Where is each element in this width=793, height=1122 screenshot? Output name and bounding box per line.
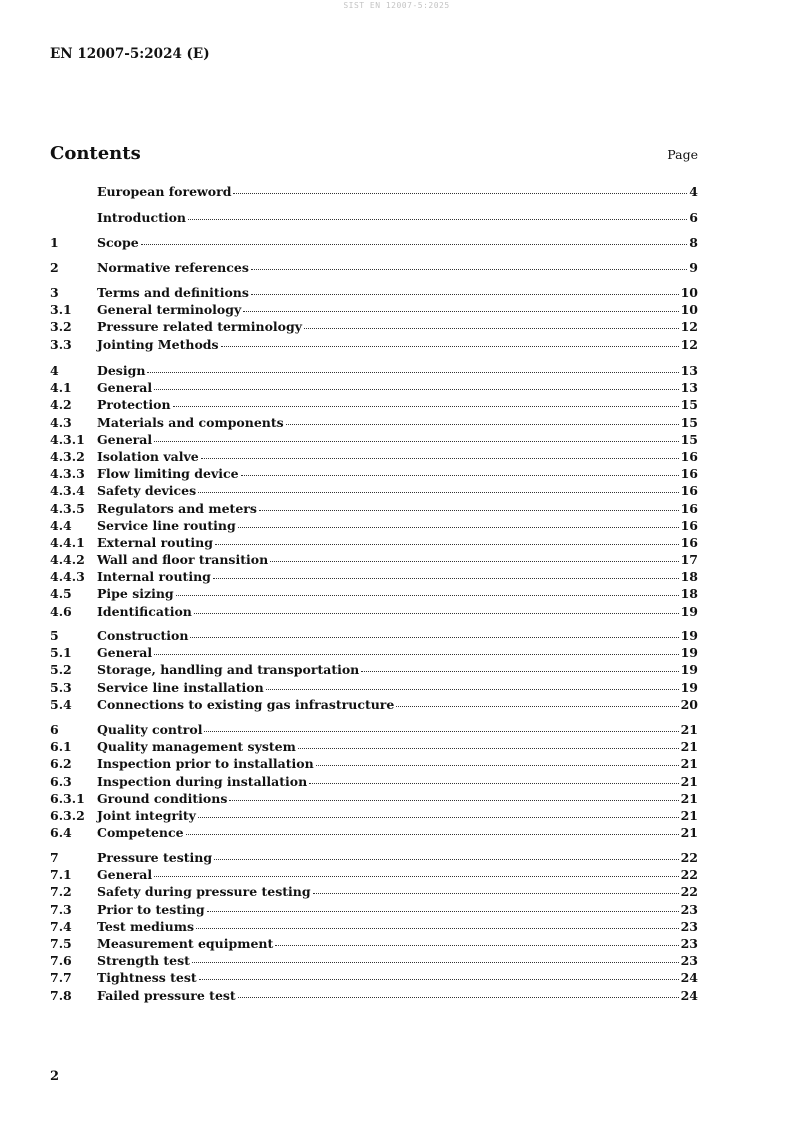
toc-entry-title: Safety devices <box>97 483 197 499</box>
toc-entry-number: 3.3 <box>50 336 72 352</box>
toc-entry-number: 6.3.2 <box>50 807 85 823</box>
page-number: 2 <box>50 1069 60 1084</box>
toc-entry-number: 4.3.3 <box>50 466 85 482</box>
toc-entry[interactable] <box>50 645 698 662</box>
toc-section-group <box>50 363 698 621</box>
toc-entry[interactable] <box>50 970 698 987</box>
toc-entry-number: 5.1 <box>50 645 72 661</box>
toc-entry-page: 19 <box>680 628 698 643</box>
toc-entry-title: Wall and floor transition <box>97 552 269 568</box>
toc-dot-leader <box>173 405 679 407</box>
toc-entry-page: 19 <box>680 679 698 695</box>
toc-entry-page: 21 <box>680 790 698 806</box>
toc-entry[interactable] <box>50 260 698 277</box>
toc-heading <box>50 143 698 164</box>
toc-entry[interactable] <box>50 791 698 808</box>
toc-entry-number: 4.2 <box>50 397 72 413</box>
toc-dot-leader <box>194 612 679 614</box>
toc-entry-number: 6.1 <box>50 739 72 755</box>
toc-entry[interactable] <box>50 285 698 302</box>
toc-entry-title: General <box>97 645 153 661</box>
toc-entry-title: Service line installation <box>97 679 264 695</box>
toc-dot-leader <box>215 543 679 545</box>
toc-entry[interactable] <box>50 569 698 586</box>
toc-dot-leader <box>396 705 678 707</box>
toc-dot-leader <box>313 892 679 894</box>
toc-dot-leader <box>298 747 679 749</box>
toc-entry[interactable] <box>50 184 698 201</box>
toc-entry-number: 2 <box>50 260 59 275</box>
toc-entry-page: 23 <box>680 901 698 917</box>
toc-entry-page: 12 <box>680 336 698 352</box>
toc-entry-page: 19 <box>680 603 698 619</box>
toc-entry-page: 15 <box>680 431 698 447</box>
toc-entry[interactable] <box>50 535 698 552</box>
toc-entry[interactable] <box>50 739 698 756</box>
toc-dot-leader <box>192 961 679 963</box>
toc-section-group <box>50 850 698 1005</box>
toc-entry-number: 7 <box>50 850 59 865</box>
toc-entry-title: Storage, handling and transportation <box>97 662 360 678</box>
toc-entry-title: General <box>97 431 153 447</box>
toc-entry-number: 6.4 <box>50 825 72 841</box>
toc-dot-leader <box>259 509 679 511</box>
toc-dot-leader <box>251 268 687 270</box>
toc-section-group <box>50 722 698 842</box>
toc-entry-page: 21 <box>680 807 698 823</box>
toc-entry-number: 7.5 <box>50 935 72 951</box>
toc-entry-page: 21 <box>680 773 698 789</box>
toc-entry[interactable] <box>50 902 698 919</box>
toc-entry-page: 22 <box>680 884 698 900</box>
toc-page-label: Page <box>667 147 698 162</box>
toc-dot-leader <box>207 910 679 912</box>
toc-entry-page: 18 <box>680 586 698 602</box>
toc-entry-title: Tightness test <box>97 970 197 986</box>
toc-entry-title: Measurement equipment <box>97 935 274 951</box>
toc-entry-number: 5.3 <box>50 679 72 695</box>
toc-entry[interactable] <box>50 586 698 603</box>
toc-entry-page: 4 <box>689 184 698 199</box>
toc-dot-leader <box>198 816 679 818</box>
toc-entry-page: 21 <box>680 825 698 841</box>
toc-dot-leader <box>154 440 678 442</box>
toc-entry-title: Regulators and meters <box>97 500 257 516</box>
toc-entry-number: 6.2 <box>50 756 72 772</box>
toc-section-group <box>50 210 698 227</box>
toc-entry[interactable] <box>50 936 698 953</box>
toc-entry-title: Protection <box>97 397 171 413</box>
toc-entry[interactable] <box>50 552 698 569</box>
toc-section-group <box>50 260 698 277</box>
toc-entry-number: 4.3.4 <box>50 483 85 499</box>
toc-entry[interactable] <box>50 604 698 621</box>
toc-section-group <box>50 628 698 714</box>
toc-entry-page: 21 <box>680 722 698 737</box>
toc-entry[interactable] <box>50 449 698 466</box>
toc-entry-page: 22 <box>680 850 698 865</box>
toc-dot-leader <box>190 636 678 638</box>
toc-entry[interactable] <box>50 953 698 970</box>
toc-entry[interactable] <box>50 518 698 535</box>
toc-entry[interactable] <box>50 867 698 884</box>
toc-dot-leader <box>266 688 679 690</box>
toc-entry-page: 13 <box>680 380 698 396</box>
toc-entry-page: 23 <box>680 935 698 951</box>
toc-entry-number: 3.2 <box>50 319 72 335</box>
toc-entry-title: Design <box>97 363 146 378</box>
toc-dot-leader <box>199 978 679 980</box>
toc-entry[interactable] <box>50 697 698 714</box>
toc-entry[interactable] <box>50 466 698 483</box>
toc-entry-page: 24 <box>680 987 698 1003</box>
toc-entry-page: 16 <box>680 500 698 516</box>
toc-dot-leader <box>198 491 678 493</box>
toc-entry-title: Strength test <box>97 953 190 969</box>
toc-entry-title: Pipe sizing <box>97 586 174 602</box>
toc-entry[interactable] <box>50 501 698 518</box>
toc-entry[interactable] <box>50 432 698 449</box>
toc-entry-number: 7.1 <box>50 867 72 883</box>
toc-entry[interactable] <box>50 722 698 739</box>
toc-entry-page: 16 <box>680 534 698 550</box>
toc-entry-title: Pressure related terminology <box>97 319 302 335</box>
toc-entry-number: 7.3 <box>50 901 72 917</box>
toc-entry-title: Inspection prior to installation <box>97 756 314 772</box>
toc-entry[interactable] <box>50 850 698 867</box>
toc-entry-number: 4.5 <box>50 586 72 602</box>
toc-entry-number: 5 <box>50 628 59 643</box>
toc-entry-page: 6 <box>689 210 698 225</box>
toc-entry-page: 10 <box>680 302 698 318</box>
toc-entry[interactable] <box>50 988 698 1005</box>
toc-entry-number: 7.6 <box>50 953 72 969</box>
toc-dot-leader <box>201 457 679 459</box>
toc-entry-title: General <box>97 867 153 883</box>
toc-entry-title: Failed pressure test <box>97 987 236 1003</box>
toc-dot-leader <box>233 192 687 194</box>
toc-entry-page: 17 <box>680 552 698 568</box>
toc-entry-title: General terminology <box>97 302 242 318</box>
toc-dot-leader <box>251 293 679 295</box>
toc-entry-title: Terms and definitions <box>97 285 249 300</box>
toc-entry-page: 16 <box>680 517 698 533</box>
toc-entry[interactable] <box>50 302 698 319</box>
toc-entry-title: Test mediums <box>97 918 195 934</box>
toc-dot-leader <box>147 371 678 373</box>
toc-entry-title: Quality control <box>97 722 203 737</box>
toc-entry-page: 16 <box>680 466 698 482</box>
toc-entry[interactable] <box>50 756 698 773</box>
toc-entry[interactable] <box>50 483 698 500</box>
toc-section-group <box>50 235 698 252</box>
toc-entry-page: 13 <box>680 363 698 378</box>
toc-entry-number: 4.1 <box>50 380 72 396</box>
toc-entry-title: Safety during pressure testing <box>97 884 311 900</box>
toc-entry[interactable] <box>50 884 698 901</box>
toc-entry[interactable] <box>50 337 698 354</box>
toc-entry[interactable] <box>50 919 698 936</box>
toc-entry-page: 16 <box>680 448 698 464</box>
toc-entry-page: 19 <box>680 662 698 678</box>
toc-dot-leader <box>361 670 678 672</box>
toc-entry-number: 6.3.1 <box>50 790 85 806</box>
toc-dot-leader <box>243 310 678 312</box>
toc-dot-leader <box>213 577 679 579</box>
toc-entry[interactable] <box>50 235 698 252</box>
toc-entry-number: 4.3.5 <box>50 500 85 516</box>
toc-title: Contents <box>50 143 141 164</box>
toc-entry-number: 5.4 <box>50 696 72 712</box>
toc-entry[interactable] <box>50 825 698 842</box>
toc-entry-number: 7.4 <box>50 918 72 934</box>
toc-entry-title: Isolation valve <box>97 448 199 464</box>
toc-entry[interactable] <box>50 808 698 825</box>
toc-entry-title: Normative references <box>97 260 249 275</box>
toc-entry-title: Flow limiting device <box>97 466 239 482</box>
toc-entry-page: 16 <box>680 483 698 499</box>
toc-entry-page: 23 <box>680 918 698 934</box>
toc-entry-title: Internal routing <box>97 569 211 585</box>
toc-entry-number: 4.6 <box>50 603 72 619</box>
toc-entry-page: 19 <box>680 645 698 661</box>
toc-entry-title: Materials and components <box>97 414 284 430</box>
toc-entry[interactable] <box>50 363 698 380</box>
toc-dot-leader <box>154 388 678 390</box>
toc-entry-title: Inspection during installation <box>97 773 308 789</box>
toc-entry-title: Scope <box>97 235 139 250</box>
toc-dot-leader <box>154 653 678 655</box>
toc-entry-page: 15 <box>680 414 698 430</box>
toc-entry-title: Quality management system <box>97 739 296 755</box>
toc-entry-number: 4.3.1 <box>50 431 85 447</box>
toc-entry-title: Prior to testing <box>97 901 205 917</box>
toc-dot-leader <box>241 474 679 476</box>
toc-entry-number: 4.4 <box>50 517 72 533</box>
toc-entry[interactable] <box>50 380 698 397</box>
toc-dot-leader <box>229 799 678 801</box>
toc-dot-leader <box>154 875 678 877</box>
toc-entry[interactable] <box>50 662 698 679</box>
toc-entry-page: 20 <box>680 696 698 712</box>
toc-entry-number: 7.2 <box>50 884 72 900</box>
toc-entry-title: Connections to existing gas infrastructure <box>97 696 395 712</box>
toc-dot-leader <box>176 594 679 596</box>
toc-entry[interactable] <box>50 628 698 645</box>
toc-entry-page: 23 <box>680 953 698 969</box>
toc-entry-title: Introduction <box>97 210 187 225</box>
toc-dot-leader <box>196 927 679 929</box>
toc-entry-number: 4.3 <box>50 414 72 430</box>
toc-entry-number: 3 <box>50 285 59 300</box>
toc-dot-leader <box>238 526 679 528</box>
toc-entry-page: 18 <box>680 569 698 585</box>
toc-entry[interactable] <box>50 210 698 227</box>
toc-dot-leader <box>316 764 679 766</box>
toc-dot-leader <box>188 218 687 220</box>
toc-entry-number: 4.3.2 <box>50 448 85 464</box>
toc-dot-leader <box>186 833 679 835</box>
toc-dot-leader <box>141 243 688 245</box>
toc-dot-leader <box>214 858 678 860</box>
toc-entry-page: 24 <box>680 970 698 986</box>
toc-entry-number: 7.8 <box>50 987 72 1003</box>
toc-entry-number: 7.7 <box>50 970 72 986</box>
toc-entry-number: 4.4.1 <box>50 534 85 550</box>
toc-entry-title: Pressure testing <box>97 850 213 865</box>
toc-entry-title: Jointing Methods <box>97 336 219 352</box>
toc-entry-number: 6.3 <box>50 773 72 789</box>
toc-entry-title: Joint integrity <box>97 807 196 823</box>
toc-entry-number: 5.2 <box>50 662 72 678</box>
toc-entry-title: European foreword <box>97 184 232 199</box>
toc-entry[interactable] <box>50 319 698 336</box>
toc-entry[interactable] <box>50 415 698 432</box>
toc-entry-title: External routing <box>97 534 213 550</box>
toc-entry-page: 21 <box>680 756 698 772</box>
toc-entry-number: 4 <box>50 363 59 378</box>
toc-dot-leader <box>309 782 678 784</box>
toc-entry-title: Service line routing <box>97 517 236 533</box>
watermark: SIST EN 12007-5:2025 <box>343 1 450 10</box>
toc-entry-title: General <box>97 380 153 396</box>
toc-dot-leader <box>221 345 679 347</box>
toc-section-group <box>50 285 698 354</box>
toc-entry-page: 21 <box>680 739 698 755</box>
toc-entry-title: Ground conditions <box>97 790 228 806</box>
toc-section-group <box>50 184 698 201</box>
toc-entry-title: Competence <box>97 825 184 841</box>
toc-dot-leader <box>238 996 679 998</box>
toc-entry[interactable] <box>50 397 698 414</box>
toc-dot-leader <box>204 730 678 732</box>
toc-entry-title: Identification <box>97 603 192 619</box>
toc-entry-number: 1 <box>50 235 59 250</box>
toc-entry-page: 8 <box>689 235 698 250</box>
toc-dot-leader <box>270 560 678 562</box>
toc-entry-number: 6 <box>50 722 59 737</box>
toc-entry-page: 15 <box>680 397 698 413</box>
toc-entry-number: 4.4.3 <box>50 569 85 585</box>
toc-entry-page: 12 <box>680 319 698 335</box>
toc-dot-leader <box>275 944 678 946</box>
toc-entry-title: Construction <box>97 628 189 643</box>
toc-dot-leader <box>304 327 679 329</box>
toc-dot-leader <box>286 423 679 425</box>
toc-entry-page: 22 <box>680 867 698 883</box>
toc-entry-page: 9 <box>689 260 698 275</box>
document-identifier: EN 12007-5:2024 (E) <box>50 46 210 62</box>
toc-entry-number: 4.4.2 <box>50 552 85 568</box>
toc-entry[interactable] <box>50 774 698 791</box>
toc-entry-number: 3.1 <box>50 302 72 318</box>
toc-entry[interactable] <box>50 680 698 697</box>
toc-entry-page: 10 <box>680 285 698 300</box>
